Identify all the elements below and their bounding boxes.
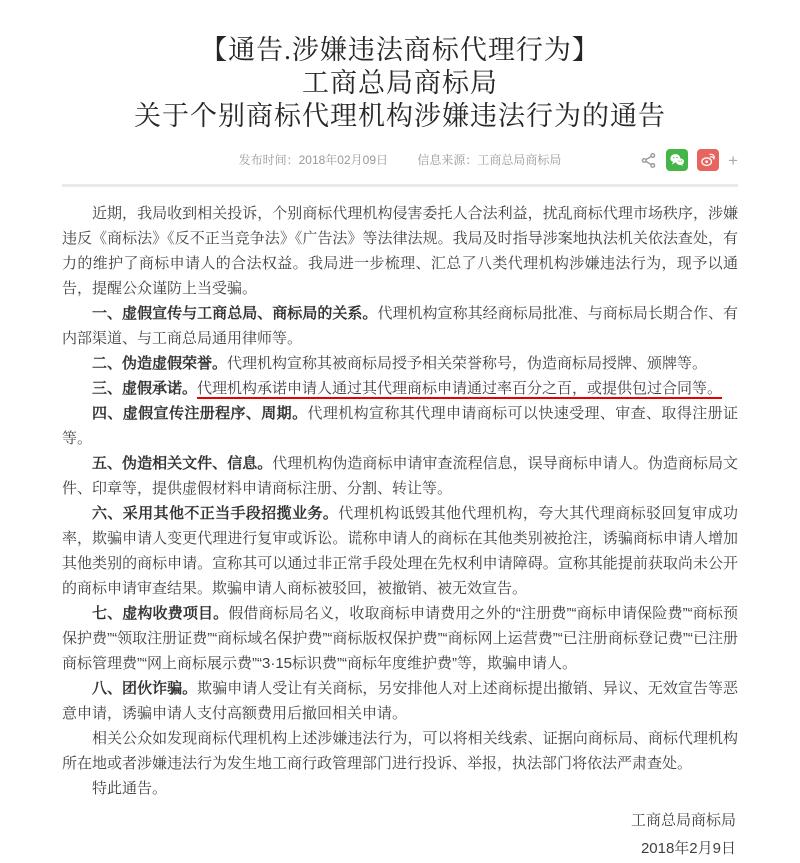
publish-time: 发布时间：2018年02月09日: [238, 153, 389, 167]
body-text-segment: 四、虚假宣传注册程序、周期。: [92, 405, 308, 422]
body-paragraph: [62, 676, 738, 726]
body-text-segment: 七、虚构收费项目。: [92, 605, 229, 622]
body-paragraph: [62, 501, 738, 601]
body-paragraph: [62, 601, 738, 676]
body-paragraph: [62, 301, 738, 351]
body-text-segment: 相关公众如发现商标代理机构上述涉嫌违法行为，可以将相关线索、证据向商标局、商标代理机构所在地或者涉嫌违法行为发生地工商行政管理部门进行投诉、举报，执法部门将依法严肃查处。: [62, 730, 738, 772]
red-underlined-text: 代理机构承诺申请人通过其代理商标申请通过率百分之百，或提供包过合同等。: [197, 380, 723, 397]
body-text-segment: 假借商标局名义，收取商标申请费用之外的“注册费”“商标申请保险费”“商标预保护费”“领取注册证费”“商标域名保护费”“商标版权保护费”“商标网上运营费”“已注册商标登记费”“已注册商标管理费”“网上商标展示费”“3·15标识费”“商标年度维护费”等，欺骗申请人。: [62, 605, 738, 672]
body-text-segment: 欺骗申请人受让有关商标，另安排他人对上述商标提出撤销、异议、无效宣告等恶意申请，诱骗申请人支付高额费用后撤回相关申请。: [62, 680, 738, 722]
notice-body: [62, 201, 738, 801]
share-icon[interactable]: [639, 149, 657, 171]
footer-date: 2018年2月9日: [640, 840, 736, 857]
weibo-icon[interactable]: [697, 149, 719, 171]
body-text-segment: 一、虚假宣传与工商总局、商标局的关系。: [92, 305, 378, 322]
wechat-icon[interactable]: [666, 149, 688, 171]
body-text-segment: 代理机构诋毁其他代理机构，夸大其代理商标驳回复审成功率，欺骗申请人变更代理进行复审或诉讼。谎称申请人的商标在其他类别被抢注，诱骗商标申请人增加其他类别的商标申请。宣称其可以通过非正常手段处理在先权利申请障碍。宣称其能提前获取尚未公开的商标申请审查结果。欺骗申请人商标被驳回，被撤销、被无效宣告。: [62, 505, 738, 597]
footer-org: 工商总局商标局: [630, 812, 736, 829]
body-paragraph: [62, 351, 738, 376]
title-line-1: 【通告.涉嫌违法商标代理行为】: [200, 35, 600, 65]
body-text-segment: 二、伪造虚假荣誉。: [92, 355, 228, 372]
body-text-segment: 特此通告。: [92, 780, 168, 797]
info-source: 信息来源：工商总局商标局: [417, 153, 562, 167]
divider-line: [62, 184, 738, 187]
title-line-2: 工商总局商标局: [302, 68, 498, 98]
body-text-segment: 五、伪造相关文件、信息。: [92, 455, 273, 472]
body-text-segment: 代理机构宣称其经商标局批准、与商标局长期合作、有内部渠道、与工商总局通用律师等。: [62, 305, 738, 347]
body-text-segment: 六、采用其他不正当手段招揽业务。: [92, 505, 339, 522]
title-line-3: 关于个别商标代理机构涉嫌违法行为的通告: [134, 101, 666, 131]
body-text-segment: 三、虚假承诺。: [92, 380, 198, 397]
share-bar: [639, 149, 738, 171]
body-paragraph: [62, 201, 738, 301]
body-text-segment: 近期，我局收到相关投诉，个别商标代理机构侵害委托人合法利益，扰乱商标代理市场秩序，涉嫌违反《商标法》《反不正当竞争法》《广告法》等法律法规。我局及时指导涉案地执法机关依法查处，有力的维护了商标申请人的合法权益。我局进一步梳理、汇总了八类代理机构涉嫌违法行为，现予以通告，提醒公众谨防上当受骗。: [62, 205, 738, 297]
notice-content: [62, 0, 738, 863]
body-text-segment: 代理机构宣称其代理申请商标可以快速受理、审查、取得注册证等。: [62, 405, 738, 447]
plus-icon[interactable]: +: [728, 150, 738, 170]
footer-signature: [62, 807, 738, 863]
body-text-segment: 八、团伙诈骗。: [92, 680, 198, 697]
body-paragraph: [62, 376, 738, 401]
body-text-segment: 代理机构宣称其被商标局授予相关荣誉称号，伪造商标局授牌、颁牌等。: [227, 355, 708, 372]
body-paragraph: [62, 401, 738, 451]
body-paragraph: [62, 726, 738, 776]
page-title: [62, 34, 738, 133]
meta-row: [62, 149, 738, 171]
body-text-segment: 代理机构伪造商标申请审查流程信息，误导商标申请人。伪造商标局文件、印章等，提供虚假材料申请商标注册、分割、转让等。: [62, 455, 738, 497]
body-paragraph: [62, 451, 738, 501]
body-paragraph: [62, 776, 738, 801]
